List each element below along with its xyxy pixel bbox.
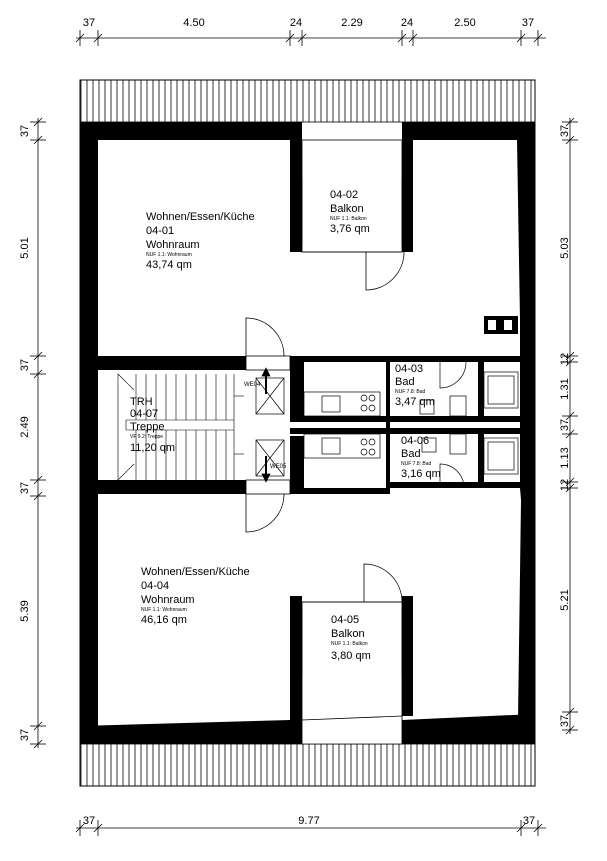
room-0404-type: Wohnraum xyxy=(141,594,195,606)
dim-left-1: 37 xyxy=(19,124,31,138)
room-0403-number: 04-03 xyxy=(395,363,424,375)
dim-right-8: 5.21 xyxy=(559,589,571,611)
dim-right-4: 1.31 xyxy=(559,378,571,400)
room-0404-name: Wohnen/Essen/Küche xyxy=(141,566,250,578)
dim-left-3: 37 xyxy=(19,358,31,372)
dim-right-2: 5.03 xyxy=(559,237,571,259)
roof-hatch-bottom xyxy=(80,744,535,786)
room-0404-number: 04-04 xyxy=(141,580,170,592)
dim-top-3: 24 xyxy=(289,17,303,29)
entrance-doors xyxy=(246,318,290,532)
dim-bottom-1: 37 xyxy=(82,815,96,827)
dim-right-9: 37 xyxy=(559,714,571,728)
dim-left-4: 2.49 xyxy=(19,416,31,438)
dim-left-7: 37 xyxy=(19,728,31,742)
room-0402-nuf: NUF 1.1: Balkon xyxy=(330,216,367,222)
room-0406-nuf: NUF 7.8: Bad xyxy=(401,461,432,467)
room-0404-area: 46,16 qm xyxy=(141,614,187,626)
room-0402-label xyxy=(330,189,370,235)
room-0407-type: Treppe xyxy=(130,421,165,433)
dim-top-4: 2.29 xyxy=(341,17,363,29)
dim-top-1: 37 xyxy=(82,17,96,29)
dim-right-6: 1.13 xyxy=(559,447,571,469)
room-0407-label xyxy=(130,396,175,454)
kitchen-counters xyxy=(304,392,380,458)
room-0403-label xyxy=(395,363,435,408)
room-0406-type: Bad xyxy=(401,448,421,460)
unit-label-we04: WE04 xyxy=(244,382,261,388)
room-0406-label xyxy=(401,435,441,480)
room-0403-type: Bad xyxy=(395,376,415,388)
room-0405-number: 04-05 xyxy=(331,614,360,626)
room-0401-label xyxy=(146,211,255,271)
room-0407-number: 04-07 xyxy=(130,408,159,420)
dim-top-5: 24 xyxy=(400,17,414,29)
room-0404-nuf: NUF 1.1: Wohnraum xyxy=(141,607,187,613)
dim-top-2: 4.50 xyxy=(183,17,205,29)
room-0407-nuf: VF 9.2: Treppe xyxy=(130,434,164,440)
dim-top-7: 37 xyxy=(521,17,535,29)
dim-bottom-2: 9.77 xyxy=(298,815,320,827)
room-0402-area: 3,76 qm xyxy=(330,223,370,235)
dim-right-7: 12 xyxy=(559,478,571,492)
room-0401-area: 43,74 qm xyxy=(146,259,192,271)
room-0407-name: TRH xyxy=(130,396,153,408)
room-0405-type: Balkon xyxy=(331,628,365,640)
room-0405-label xyxy=(331,614,371,662)
room-0407-area: 11,20 qm xyxy=(130,442,176,454)
dim-left-6: 5.39 xyxy=(19,600,31,622)
room-0402-number: 04-02 xyxy=(330,189,359,201)
room-0404-label xyxy=(141,566,250,626)
room-0406-number: 04-06 xyxy=(401,435,430,447)
roof-hatch-top xyxy=(80,80,535,122)
room-0406-area: 3,16 qm xyxy=(401,468,441,480)
dim-top-6: 2.50 xyxy=(454,17,476,29)
dim-right-1: 37 xyxy=(559,124,571,138)
room-0401-nuf: NUF 1.1: Wohnraum xyxy=(146,252,192,258)
dim-bottom-3: 37 xyxy=(522,815,536,827)
room-0403-nuf: NUF 7.8: Bad xyxy=(395,389,426,395)
dim-right-5: 37 xyxy=(559,418,571,432)
dim-left-5: 37 xyxy=(19,481,31,495)
unit-label-we05: WE05 xyxy=(270,464,287,470)
room-0405-nuf: NUF 1.1: Balkon xyxy=(331,641,368,647)
room-0405-area: 3,80 qm xyxy=(331,650,371,662)
room-0401-type: Wohnraum xyxy=(146,239,200,251)
dim-left-2: 5.01 xyxy=(19,237,31,259)
room-0402-type: Balkon xyxy=(330,203,364,215)
room-0401-name: Wohnen/Essen/Küche xyxy=(146,211,255,223)
dim-right-3: 12 xyxy=(559,352,571,366)
room-0403-area: 3,47 qm xyxy=(395,396,435,408)
balcony-top xyxy=(296,140,408,290)
room-0401-number: 04-01 xyxy=(146,225,175,237)
